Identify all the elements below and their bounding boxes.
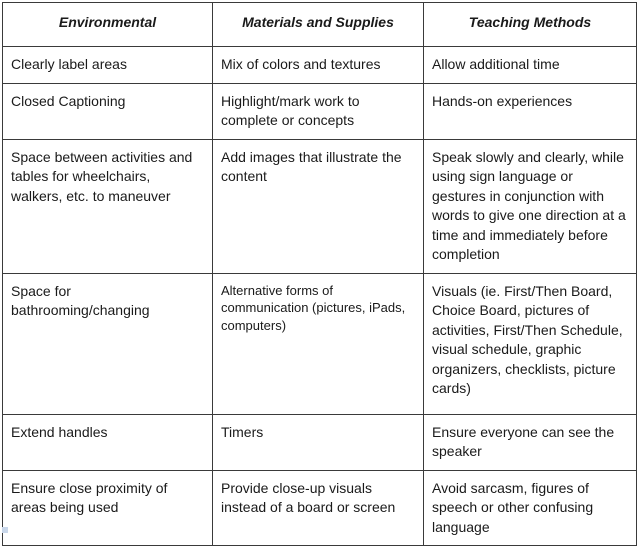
table-row [3,83,637,139]
header-materials-and-supplies: Materials and Supplies [213,3,424,47]
materials-cell: Timers [213,414,424,470]
environmental-cell: Closed Captioning [3,83,213,139]
header-teaching-methods: Teaching Methods [424,3,637,47]
teaching-cell: Allow additional time [424,47,637,84]
table-row [3,414,637,470]
table-row [3,139,637,273]
header-environmental: Environmental [3,3,213,47]
teaching-cell: Ensure everyone can see the speaker [424,414,637,470]
environmental-cell: Space for bathrooming/changing [3,273,213,414]
table-row [3,470,637,546]
environmental-cell: Clearly label areas [3,47,213,84]
materials-cell: Add images that illustrate the content [213,139,424,273]
teaching-cell: Speak slowly and clearly, while using sign language or gestures in conjunction with words to give one direction at a time and immediately before completion [424,139,637,273]
materials-cell: Provide close-up visuals instead of a board or screen [213,470,424,546]
teaching-cell: Visuals (ie. First/Then Board, Choice Board, pictures of activities, First/Then Schedule, visual schedule, graphic organizers, checklists, picture cards) [424,273,637,414]
table-row [3,47,637,84]
accommodations-table [2,2,637,546]
teaching-cell: Avoid sarcasm, figures of speech or other confusing language [424,470,637,546]
corner-marker [2,527,8,533]
materials-cell: Highlight/mark work to complete or concepts [213,83,424,139]
teaching-cell: Hands-on experiences [424,83,637,139]
environmental-cell: Extend handles [3,414,213,470]
table-header-row [3,3,637,47]
materials-cell: Mix of colors and textures [213,47,424,84]
materials-cell: Alternative forms of communication (pictures, iPads, computers) [213,273,424,414]
environmental-cell: Space between activities and tables for wheelchairs, walkers, etc. to maneuver [3,139,213,273]
table-row [3,273,637,414]
environmental-cell: Ensure close proximity of areas being used [3,470,213,546]
